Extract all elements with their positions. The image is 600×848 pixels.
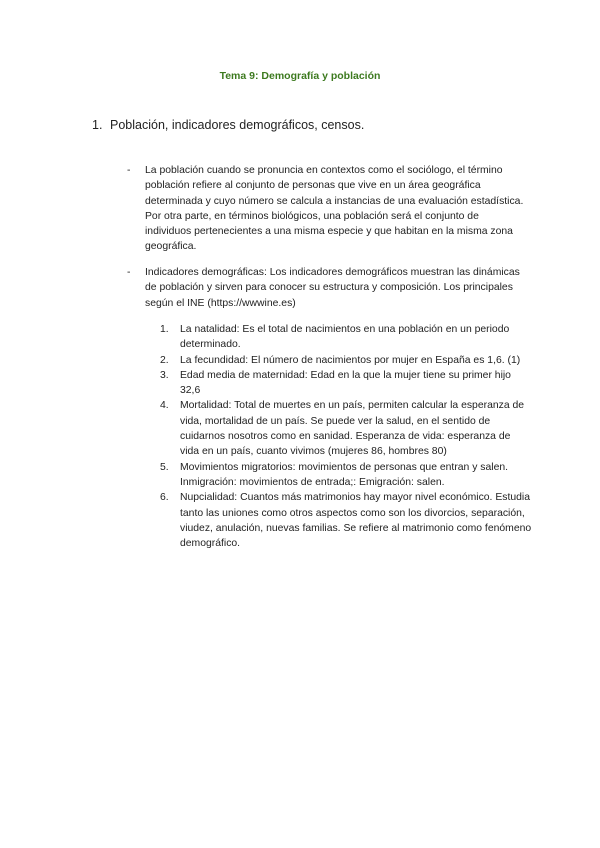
list-item-number: 5.	[160, 461, 169, 473]
list-item-text: Movimientos migratorios: movimientos de personas que entran y salen. Inmigración: movimientos de entrada;: Emigración: salen.	[180, 461, 509, 488]
section-heading-text: Población, indicadores demográficos, censos.	[110, 118, 365, 132]
list-item-number: 6.	[160, 492, 169, 504]
list-item-migraciones	[160, 460, 532, 491]
list-item-text: La fecundidad: El número de nacimientos por mujer en España es 1,6. (1)	[180, 354, 521, 366]
list-item-text: Nupcialidad: Cuantos más matrimonios hay mayor nivel económico. Estudia tanto las uniones como otros aspectos como son los divorcios, separación, viudez, anulación, nuevas familias. Se refiere al matrimonio como fenómeno demográfico.	[180, 492, 532, 550]
section-number: 1.	[92, 118, 103, 132]
bullet-text: La población cuando se pronuncia en contextos como el sociólogo, el término población refiere al conjunto de personas que vive en un área geográfica determinada y cuyo número se calcula a instancias de una evaluación estadística. Por otra parte, en términos biológicos, una población será el conjunto de individuos pertenecientes a una misma especie y que habitan en la misma zona geográfica.	[145, 165, 524, 253]
bullet-item-indicadores	[127, 265, 527, 311]
list-item-text: Edad media de maternidad: Edad en la que la mujer tiene su primer hijo 32,6	[180, 369, 511, 397]
list-item-mortalidad	[160, 398, 532, 459]
list-item-natalidad	[160, 322, 532, 353]
list-item-text: Mortalidad: Total de muertes en un país, permiten calcular la esperanza de vida, mortalidad de un país. Se puede ver la salud, en el sentido de cuidarnos nosotros como en sanidad. Esperanza de vida: esperanza de vida en un país, cuanto vivimos (mujeres 86, hombres 80)	[180, 400, 525, 458]
bullet-marker: -	[127, 267, 131, 278]
list-item-edad-maternidad	[160, 368, 532, 399]
bullet-marker: -	[127, 165, 131, 176]
list-item-number: 4.	[160, 400, 169, 412]
list-item-text: La natalidad: Es el total de nacimientos en una población en un periodo determinado.	[180, 324, 510, 351]
list-item-fecundidad	[160, 353, 532, 368]
list-item-number: 2.	[160, 354, 169, 366]
list-item-number: 1.	[160, 324, 169, 335]
section-heading	[92, 118, 364, 132]
document-title: Tema 9: Demografía y población	[219, 70, 381, 82]
list-item-nupcialidad	[160, 490, 532, 551]
bullet-text: Indicadores demográficas: Los indicadores demográficos muestran las dinámicas de población y sirven para conocer su estructura y composición. Los principales según el INE (https://wwwine.es)	[145, 267, 520, 309]
list-item-number: 3.	[160, 369, 169, 381]
bullet-item-poblacion	[127, 163, 527, 255]
indicators-list	[160, 322, 532, 551]
